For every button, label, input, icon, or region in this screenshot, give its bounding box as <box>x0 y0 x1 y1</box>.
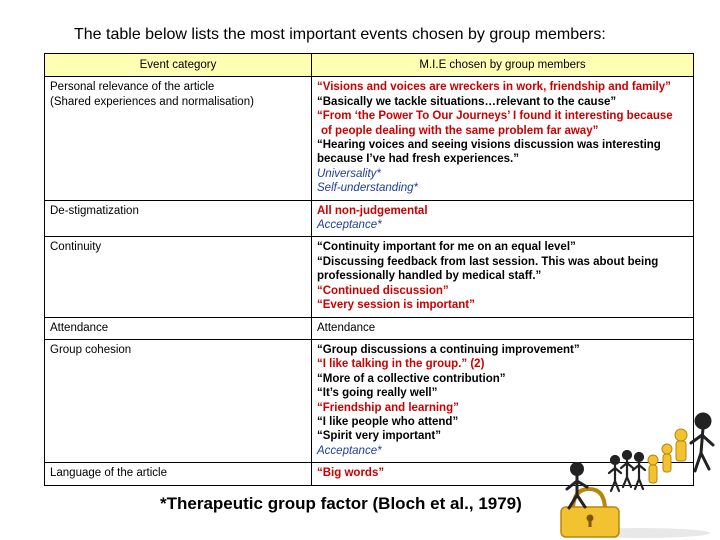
group-of-people-with-padlock-icon <box>555 405 720 540</box>
event-category-cell <box>45 317 312 339</box>
mie-quote: “Group discussions a continuing improvement” <box>317 343 580 356</box>
page-title: The table below lists the most important events chosen by group members: <box>74 26 606 43</box>
mie-quote: “Spirit very important” <box>317 430 441 443</box>
mie-quote: All non-judgemental <box>317 204 428 217</box>
mie-quote: “Discussing feedback from last session. This was about being <box>317 255 659 268</box>
header-event-category: Event category <box>45 54 312 77</box>
mie-quote: “Continued discussion” <box>317 284 449 297</box>
mie-quote: “It’s going really well” <box>317 387 438 400</box>
event-category-text: Language of the article <box>50 467 168 480</box>
mie-quote: “I like talking in the group.” (2) <box>317 358 485 371</box>
footnote: *Therapeutic group factor (Bloch et al., 1979) <box>160 494 522 513</box>
mie-quote: “More of a collective contribution” <box>317 372 506 385</box>
therapeutic-factor-label: Acceptance* <box>317 444 382 457</box>
mie-quote: “Every session is important” <box>317 299 475 312</box>
mie-cell <box>312 77 694 200</box>
event-category-text: Continuity <box>50 241 102 254</box>
therapeutic-factor-label: Universality* <box>317 167 381 180</box>
mie-quote: “Basically we tackle situations…relevant to the cause” <box>317 95 617 108</box>
event-category-text: (Shared experiences and normalisation) <box>50 95 254 108</box>
event-category-text: Attendance <box>50 321 109 334</box>
mie-quote: “Friendship and learning” <box>317 401 459 414</box>
mie-cell <box>312 200 694 237</box>
header-mie: M.I.E chosen by group members <box>312 54 694 77</box>
table-header-row <box>45 54 694 77</box>
mie-cell <box>312 237 694 317</box>
mie-quote: because I’ve had fresh experiences.” <box>317 153 519 166</box>
mie-quote: “Hearing voices and seeing visions discussion was interesting <box>317 139 661 152</box>
event-category-text: Personal relevance of the article <box>50 81 215 94</box>
table-row <box>45 77 694 200</box>
mie-quote: “I like people who attend” <box>317 415 459 428</box>
mie-quote: “Continuity important for me on an equal level” <box>317 241 576 254</box>
mie-quote: “Visions and voices are wreckers in work, friendship and family” <box>317 81 671 94</box>
event-category-cell <box>45 77 312 200</box>
mie-quote: professionally handled by medical staff.” <box>317 270 542 283</box>
event-category-text: De-stigmatization <box>50 204 139 217</box>
event-category-cell <box>45 339 312 462</box>
table-row <box>45 237 694 317</box>
therapeutic-factor-label: Acceptance* <box>317 219 382 232</box>
mie-quote: of people dealing with the same problem far away” <box>321 124 599 137</box>
event-category-cell <box>45 463 312 485</box>
event-category-cell <box>45 200 312 237</box>
mie-quote: “From ‘the Power To Our Journeys’ I found it interesting because <box>317 110 673 123</box>
mie-quote: “Big words” <box>317 467 385 480</box>
event-category-text: Group cohesion <box>50 343 132 356</box>
event-category-cell <box>45 237 312 317</box>
mie-cell <box>312 317 694 339</box>
table-row <box>45 200 694 237</box>
therapeutic-factor-label: Self-understanding* <box>317 182 419 195</box>
mie-quote: Attendance <box>317 321 376 334</box>
table-row <box>45 317 694 339</box>
